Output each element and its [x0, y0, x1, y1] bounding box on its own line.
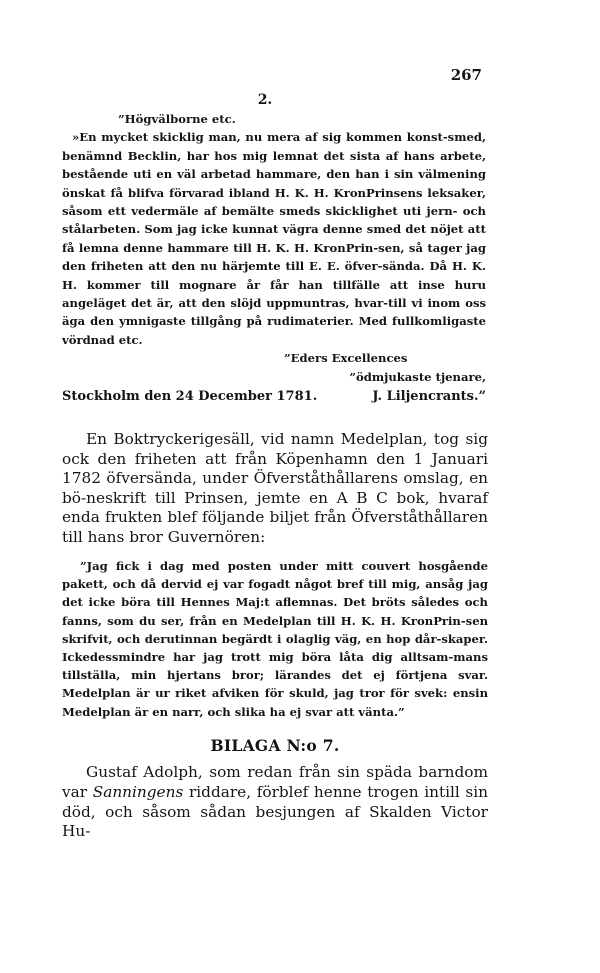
main-paragraph-text: En Boktryckerigesäll, vid namn Medelplan, tog sig ock den friheten att från Köpenhamn den 1 Januari 1782 öfversända, under Öfverståthållarens omslag, en bö-neskrift till Prinsen, jemte en A B C bok, hvaraf enda frukten blef följande biljet från Öfverståthållaren till hans bror Guvernören: [62, 430, 488, 546]
letter-place-date: Stockholm den 24 December 1781. [62, 389, 318, 405]
bilaga-text-end: riddare, förblef henne trogen intill sin död, och såsom sådan besjungen af Skalden Victor Hu- [62, 782, 489, 841]
bilaga-text [62, 763, 488, 842]
bilaga-title: BILAGA N:o 7. [210, 736, 340, 755]
letter-salutation: ”Högvälborne etc. [118, 112, 236, 126]
bilaga-text-italic: Sanningens [92, 782, 184, 801]
letter-signature: J. Liljencrants.” [372, 389, 486, 405]
bilaga-text-start: Gustaf Adolph, som redan från sin späda barndom var [62, 763, 488, 801]
letter-body: »En mycket skicklig man, nu mera af sig kommen konst-smed, benämnd Becklin, har hos mig lemnat det sista af hans arbete, bestående uti en väl arbetad hammare, den han i sin välmening önskat få blifva förvarad ibland H. K. H. KronPrinsens leksaker, såsom ett vedermäle af bemälte smeds skicklighet uti jern- och stålarbeten. Som jag icke kunnat vägra denne smed det nöjet att få lemna denne hammare till H. K. H. KronPrin-sen, så tager jag den friheten att den nu härjemte till E. E. öfver-sända. Då H. K. H. kommer till mognare år får han tillfälle att inse huru angeläget det är, att den slöjd uppmuntras, hvar-till vi inom oss äga den ymnigaste tillgång på rudimaterier. Med fullkomligaste vördnad etc. [62, 130, 486, 347]
main-paragraph [62, 430, 488, 548]
letter [62, 110, 486, 407]
letter-closing-2: ”ödmjukaste tjenare, [349, 369, 486, 384]
section-number: 2. [257, 92, 273, 108]
bilaga-paragraph [62, 763, 488, 842]
quoted-note-text: ”Jag fick i dag med posten under mitt couvert hosgående pakett, och då dervid ej var fogadt något bref till mig, ansåg jag det icke böra till Hennes Maj:t aflemnas. Det bröts således och fanns, som du ser, från en Medelplan till H. K. H. KronPrin-sen skrifvit, och derutinnan begärdt i olaglig väg, en hop dår-skaper. Ickedessmindre har jag trott mig böra låta dig alltsam-mans tillställa, min hjertans bror; lärandes det ej förtjena svar. Medelplan är ur riket afviken för skuld, jag tror för svek: ensin Medelplan är en narr, och slika ha ej svar att vänta.” [62, 559, 488, 719]
letter-closing: ”Eders Excellences [284, 351, 408, 366]
quoted-note [62, 557, 488, 721]
letter-signature-row [62, 388, 486, 406]
page-number: 267 [450, 66, 482, 84]
